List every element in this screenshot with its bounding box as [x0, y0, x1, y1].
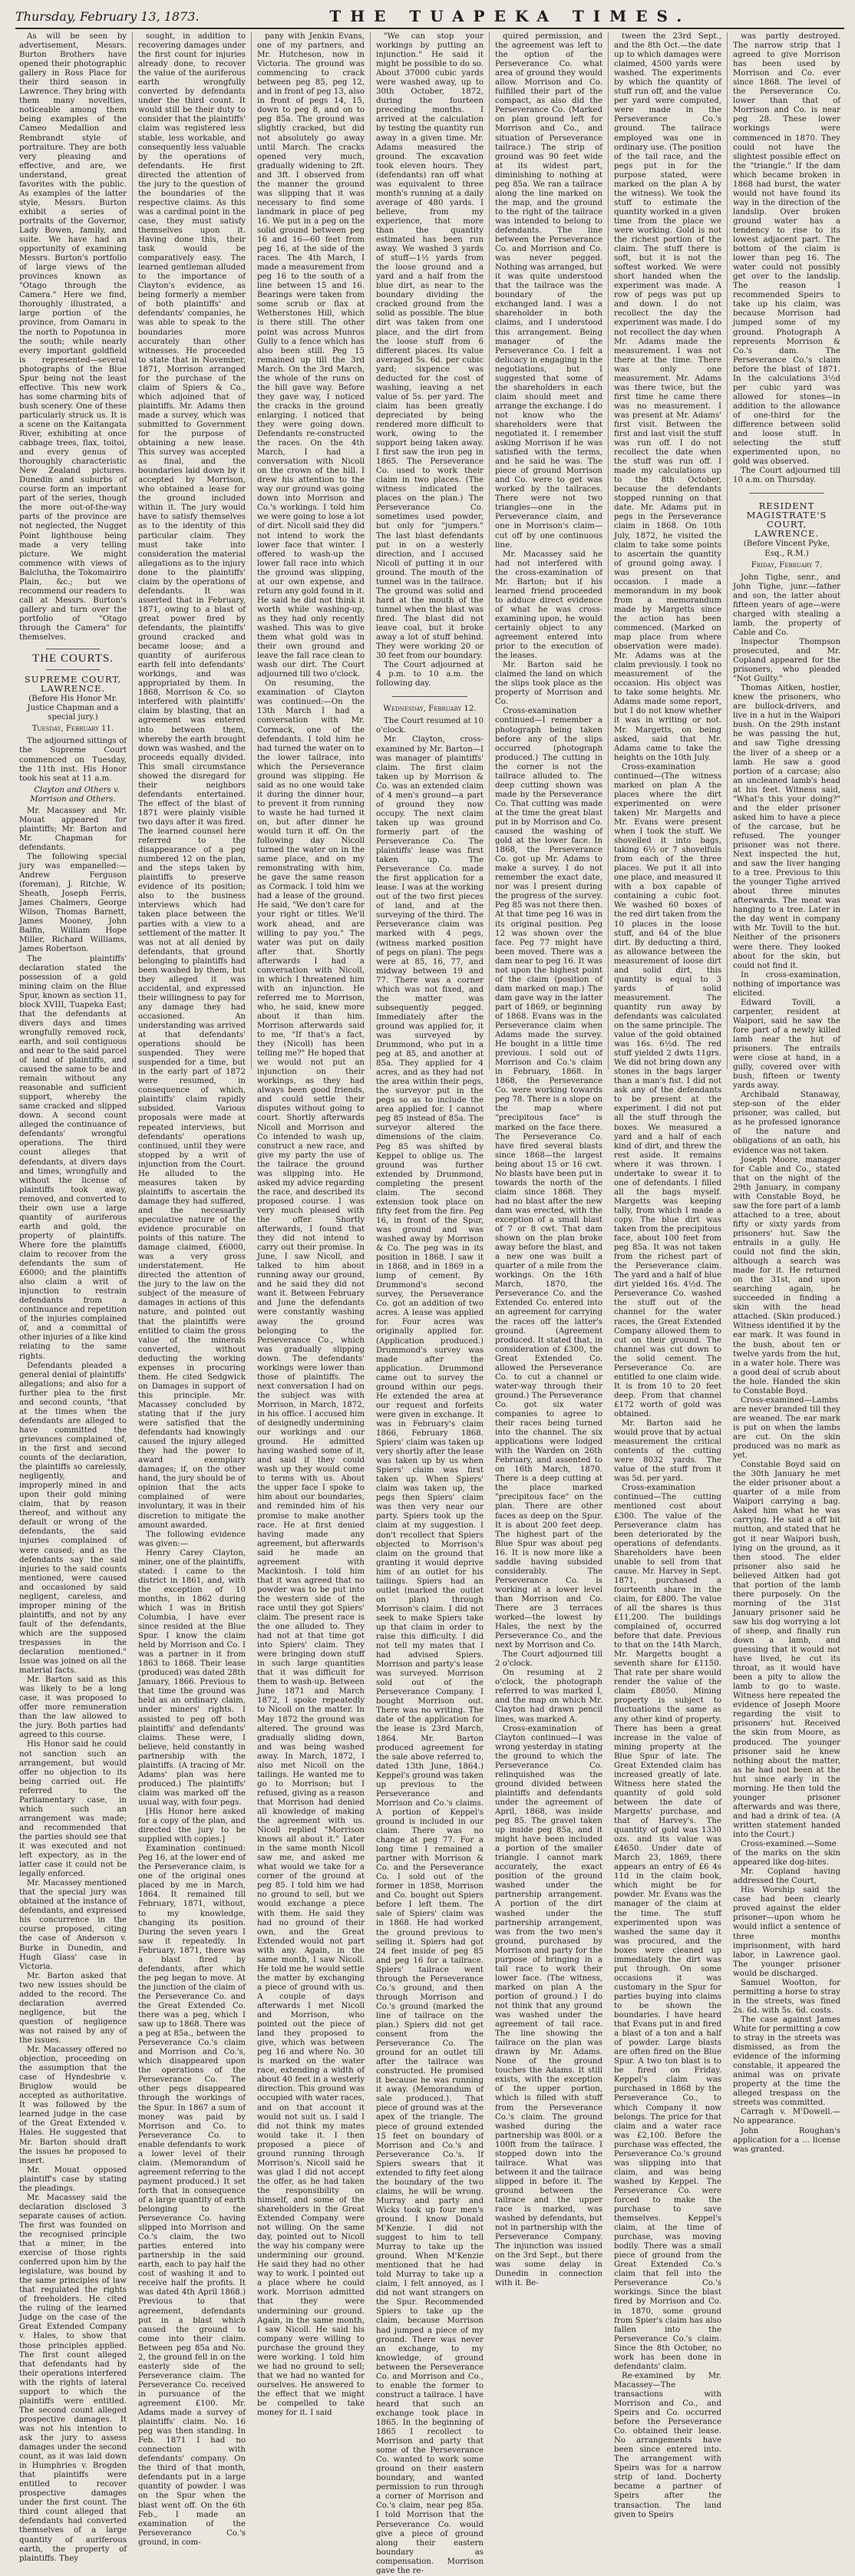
paragraph: Cross-examination continued—(The witness marked on plan A the places where the dirt experimented on were taken) Mr. Margetts and Mr. Evans were present when I took the stuff. We shovelled it into bags, taking 6½ or 7 shovelfuls from each of the three places. We put it all into one place, and measured it with a box capable of containing a cubic foot. We washed 60 boxes of the red dirt taken from the 10 places in the loose stuff, and 64 of the blue dirt. By deducting a third, as allowance between the measurement of loose dirt and solid dirt, this quantity is equal to 3 yards of solid measurement. The quantity run away by defendants was calculated on the same principle. The value of the gold obtained was 16s. 6½d. The red stuff yielded 2 dwts 11grs. We did not bring down any stones in the bags larger than a man's fist. I did not ask any of the defendants to be present at the experiment. I did not put all the stuff through the boxes. We measured a yard and a half of each kind of dirt, and threw the rest aside. It remains where it was thrown. I undertake to swear it to one of defendants. I filled all the bags myself. Margetts was keeping tally, from which I made a copy. The blue dirt was taken from the precipitous face, about 100 feet from peg 85a. It was not taken from the richest part of the Perseverance claim. The yard and a half of blue dirt yielded 16s. 4½d. The Perseverance Co. washed the stuff out of the channel for the water races, the Great Extended Company allowed them to cut on their ground. The channel was cut down to the solid cement. The Perseverance Co. are entitled to one claim wide. It is from 10 to 20 feet deep. From that channel £172 worth of gold was obtained. [614, 762, 721, 1418]
paragraph: Cross-examination continued—The cutting mentioned cost about £300. The value of the Perseverance claim has been deteriorated by the operations of defendants. Shareholders have been unable to sell from that cause. Mr. Harvey in Sept. 1871, purchased a fourteenth share in the claim, for £800. The value of all the shares is thus £11,200. The buildings complained of, occurred before that date. Previous to that on the 14th March, Mr. Margetts bought a seventh share for £1150. That rate per share would render the value of the claim £8050. Mining property is subject to fluctuations the same as any other kind of property. There has been a great increase in the value of mining property at the Blue Spur of late. The Great Extended claim has increased greatly of late. Witness here stated the quantity of gold sold between the date of Margetts' purchase, and that of Harvey's. The quantity of gold was 1330 ozs. and its value was £4650. Under date of March 23, 1869, there appears an entry of £6 4s 11d in the claim book, which might be for powder. Mr. Evans was the manager of the claim at the time. The stuff experimented upon was washed the same day it was procured, and the boxes were cleaned up immediately the dirt was put through. On some occasions it was customary in the Spur for parties buying into claims to be shown the boundaries. I have heard that Evans put in and fired a blast of a ton and a half of powder. Large blasts are often fired on the Blue Spur. A two ton blast is to be fired on Friday. Keppel's claim was purchased in 1868 by the Perseverance Co., to which Company it now belongs. The price for that claim and a water race was £2,100. Before the purchase was effected, the Perseverance Co.'s ground was slipping into that claim, and was being washed by Keppel. The Perseverance Co. were forced to make the purchase to save themselves. Keppel's claim, at the time of purchase, was moving bodily. There was a small piece of ground from the Great Extended Co.'s claim that fell into the Perseverance Co.'s workings. Since the blast fired by Morrison and Co. in 1870, some ground from Spier's claim has also fallen into the Perseverance Co.'s claim. Since the 8th October, no work has been done in defendants' claim. [614, 1484, 721, 2371]
column-6 [609, 32, 728, 2519]
newspaper-title: THE TUAPEKA TIMES. [329, 7, 692, 25]
paragraph: On resuming, the examination of Clayton was continued:—On the 13th March I had a conversation with Mr. Cormack, one of the defendants. I told him he had turned the water on to the lower tailrace, into which the Perseverance ground was slipping. He said as no one would take it during the dinner hour, to prevent it from running to waste he had turned it on, but after dinner he would turn it off. On the following day Nicoll turned the water on in the same place, and on my remonstrating with him, he gave the same reason as Cormack. I told him we had a lease of the ground. He said, "We don't care for your right or titles. We'll work ahead, and are willing to pay you." The water was put on daily after that. Shortly afterwards I had a conversation with Nicoll, in which I threatened him with an injunction. He referred me to Morrison, who, he said, knew more about it than him. Morrison afterwards said to me, "If that's a fact, they (Nicoll) has been telling me?" He hoped that we would not put an injunction on their workings, as they had always been good friends, and could settle their disputes without going to court. Shortly afterwards Nicoll and Morrison and Co intended to wash up, construct a new race, and give my party the use of the tailrace the ground was slipping into. He asked my advice regarding the race, and described its proposed course. I was very much pleased with the offer. Shortly afterwards, I found that they did not intend to carry out their promise. In June, I saw Nicoll, and talked to him about running away our ground, and he said they did not want it. Between February and June the defendants were constantly washing away the ground belonging to the Perseverance Co., which was gradually slipping down. The defendants' workings were lower than those of plaintiffs. The next conversation I had on the subject was with Morrison, in March, 1872, in his office. I accused him of designedly undermining our workings and our ground. He admitted having washed some of it, and said if they could wash up they would come to terms with us. About the upper face I spoke to him about our boundaries, and reminded him of his promise to make another race. He at first denied having made any agreement, but afterwards said he made an agreement with Mackintosh. I told him that it was agreed that no powder was to be put into the western side of the race until they got Spiers' claim. The present race is the one alluded to. They had not at that time got into Spiers' claim. They were bringing down stuff in such large quantities that it was difficult for them to wash-up. Between June 1871 and March 1872, I spoke repeatedly to Nicoll on the matter. In May 1872 the ground was altered. The ground was gradually sliding down, and was being washed away. In March, 1872, I also met Nicoll on the tailings. He wanted me to go to Morrison; but I refused, giving as a reason that Morrison had denied all knowledge of making the agreement with us. Nicoll replied "Morrison knows all about it." Later in the same month Nicoll saw me, and asked me what would we take for a corner of the ground at peg 85. I told him we had no ground to sell, but we would exchange a piece with them. He said they had no ground of their own, and the Great Extended would not part with any. Again, in the same month, I saw Nicoll. He told me he would settle the matter by exchanging a piece of ground with us. A couple of days afterwards I met Nicoll and Morrison, who pointed out the piece of land they proposed to give, which was between peg 16 and where No. 30 is marked on the water race, extending a width of about 40 feet in a westerly direction. This ground was occupied with water races, and on that account it would not suit us. I said I did not think my mates would take it. I then proposed a piece of ground running through Morrison's. Nicoll said he was glad I did not accept the offer, as he had taken the responsibility on himself, and some of the shareholders in the Great Extended Company were not willing. On the same day, pointed out to Nicoll the way his company were undermining our ground. He said they had no other way to work. I pointed out a place where he could work. Morrison admitted that they were undermining our ground. Again, in the same month, I saw Nicoll. He said his company were willing to purchase the ground they were working. I told him we had no ground to sell; that we had no wanted for ourselves. He answered to the effect that we might be compelled to take money for it. I said [257, 679, 365, 2418]
paragraph: The Court resumed at 10 o'clock. [376, 717, 484, 735]
paragraph: tween the 23rd Sept., and the 8th Oct.—the date up to which damages were claimed, 4500 yards were washed. The experiments by which the quantity of stuff run off, and the value per yard were computed, were made in the Perseverance Co.'s ground. The tailrace employed was one in ordinary use. (The position of the tail race, and the pegs put in for the purpose stated, were marked on the plan A by the witness). We took the stuff to estimate the quantity worked in a given time from the place we were working. Gold is not the richest portion of the claim. The stuff there is soft, but it is not the softest worked. We were short handed when the experiment was made. A row of pegs was put up and down. I do not recollect the day the experiment was made. I do not recollect the day when Mr. Adams made the measurement. I was not there at the time. There was only one measurement. Mr. Adams was there twice, but the first time he came there was no measurement. I was present at Mr. Adams' first visit. Between the first and last visit the stuff was run off. I do not recollect the date when the stuff was run off. I made my calculations up to the 8th October, because the defendants stopped running on that date. Mr. Adams put in pegs in the Perseverance claim in 1868. On 10th July, 1872, he visited the claim to take some points to ascertain the quantity of ground going away. I was present on that occasion. I made a memorandum in my book from a memorandum made by Margetts since the action has been commenced. (Marked on map place from where observation were made). Mr. Adams was at the claim previously. I took no measurement of the occasion. His object was to take some heights. Mr. Adams made some report, but I do not know whether it was in writing or not. Mr. Margetts, on being asked, said that Mr. Adams came to take the heights on the 10th July. [614, 32, 721, 762]
paragraph: [His Honor here asked for a copy of the plan, and directed the jury to be supplied with copies.] [138, 1808, 246, 1844]
paragraph: Constable Boyd said on the 30th January he met the elder prisoner about a quarter of a mile from Waipori carrying a bag. Asked him what he was carrying. He said a off bit mutton, and stated that he got it near Waipori bush, lying on the ground, as it then stood. The elder prisoner also said he believed Aitken had got that portion of the lamb there purposely. On the morning of the 31st January prisoner said he saw his dog worrying a lot of sheep, and finally run down a lamb, and guessing that it would not have lived, he cut its throat, as it would have been a pity to allow the lamb to go to waste. Witness here repeated the evidence of Joseph Moore regarding the visit to prisoners' hut. Received the skin from Moore, as produced. The younger prisoner said he knew nothing about the matter, as he had not been at the hut since early in the morning. He then told the younger prisoner afterwards and was there, and had a drink of tea. (A written statement handed into the Court.) [733, 1461, 840, 1839]
paragraph: Examination continued: Peg 16, at the lower end of the Perseverance claim, is one of the original ones placed by me in March, 1864. It remained till February, 1871, without, to my knowledge, changing its position. During the seven years I saw it repeatedly. In February, 1871, there was a blast fired by defendants, after which the peg began to move. At the junction of the claim of the Perseverance Co. and the Great Extended Co. there was a peg, which I saw up to 1868. There was a peg at 85a., between the Perseverance Co.'s claim and Morrison and Co.'s, which disappeared upon the operations of the Perseverance Co. The other pegs disappeared through the workings of the Spur. In 1867 a sum of money was paid by Morrison and Co. to Perseverance Co. to enable defendants to work a lower level of their claim. (Memorandum of agreement referring to the payment produced.) It set forth that in consequence of a large quantity of earth belonging to the Perseverance Co. having slipped into Morrison and Co.'s claim, the two parties entered into partnership in the said earth, each to pay half the cost of washing it and to receive half the profits. It was dated 4th April 1868.) Previous to that agreement, defendants put in a blast which caused the ground to come into their claim. Between peg 85a and No. 2, the ground fell in on the easterly side of the Perseverance claim. The Perseverance Co. received in pursuance of the agreement £100. Mr. Adams made a survey of plaintiffs' claim. No. 16 peg was then standing. In Feb. 1871 I had no connection with defendants' company. On the third of that month, defendants put in a large quantity of powder. I was on the Spur when the blast went off. On the 6th Feb., I made an examination of the Perseverance Co.'s ground, in com- [138, 1844, 246, 2547]
court-dateline: Friday, February 7. [751, 560, 823, 570]
paragraph: Samuel Wootton, for permitting a horse to stray in the streets, was fined 2s. 6d. with 5s. 6d. costs. [733, 1978, 840, 2015]
paragraph: The Court adjourned till 10 a.m. on Thursday. [733, 467, 840, 485]
paragraph: Cross-examination continued—I remember a photograph being taken before any of the slips occurred (photograph produced.) The cutting in the corner is not the tailrace alluded to. The deep cutting shown was made by the Perseverance Co. That cutting was made at the time the great blast put in by Morrison and Co. caused the washing of gold at the lower face. In 1868, the Perseverance Co. got up Mr. Adams to make a survey. I do not remember the exact date, nor was I present during the progress of the survey. Peg 85 was not there then. At that time peg 16 was in its original position. Peg 12 was shown over the face. Peg 77 might have been moved. There was a dam near to peg 16. It was not upon the highest point of the claim (position of dam marked on map.) The dam gave way in the latter part of 1869, or beginning of 1868. Evans was in the Perseverance claim when Adams made the survey. He bought in a little time previous. I sold out of Morrison and Co.'s claim in February, 1868. In 1868, the Perseverance Co. were working towards peg 78. There is a slope on the map where "precipitous face" is marked on the face there. The Perseverance Co. have fired several blasts since 1868—the largest being about 15 or 16 cwt. No blasts have been put in towards the north of the claim since 1868. They had no blast after the new dam was erected, with the exception of a small blast of 7 or 8 cwt. That dam shown on the plan broke away before the blast, and a new one was built a quarter of a mile from the workings. On the 16th March, 1870, the Perseverance Co. and the Extended Co. entered into an agreement for carrying the races off the latter's ground. (Agreement produced. It stated that, in consideration of £300, the Great Extended Co. allowed the Perseverance Co. to cut a channel or water-way through their ground.) The Perseverance Co. got six water companies to agree to their races being turned into the channel. The six applications were lodged with the Warden on 26th February, and assented to on 16th March, 1870. There is a deep cutting at the place marked "precipitous face" on the plan. There are other faces as deep on the Spur. It is about 200 feet deep. The highest part of the Blue Spur was about peg 16. It is now more like a saddle having subsided considerably. The Perseverance Co. is working at a lower level than Morrison and Co. There are 3 terraces worked—the lowest by Hales, the next by the Perseverance Co., and the next by Morrison and Co. [495, 707, 602, 1650]
divider [392, 696, 467, 697]
paragraph: sought, in addition to recovering damages under the first count for injuries already done, to recover the value of the auriferous earth wrongfully converted by defendants under the third count. It would still be their duty to consider that the plaintiffs' claim was registered less stable, less workable, and consequently less valuable by the operations of defendants. He first directed the attention of the jury to the question of the boundaries of the respective claims. As this was a cardinal point in the case, they must satisfy themselves upon it. Having done this, their task would be comparatively easy. The learned gentleman alluded to the importance of Clayton's evidence, as being formerly a member of both plaintiffs' and defendants' companies, he was able to speak to the boundaries more accurately than other witnesses. He proceeded to state that in November, 1871, Morrison arranged for the purchase of the claim of Spiers & Co., which adjoined that of plaintiffs. Mr. Adams then made a survey, which was submitted to Government for the purpose of obtaining a new lease. This survey was accepted as final, and the boundaries laid down by it accepted by Morrison, who obtained a lease for the ground included within it. The jury would have to satisfy themselves as to the identity of this particular claim. They must take into consideration the material allegations as to the injury done to the plaintiffs' claim by the operations of defendants. It was asserted that in February, 1871, owing to a blast of great power fired by defendants, the plaintiffs' ground cracked and became loose; and a quantity of auriferous earth fell into defendants' workings, and was appropriated by them. In 1868, Morrison & Co. so interfered with plaintiffs' claim by blasting, that an agreement was entered into between them, whereby the earth brought down was washed, and the proceeds equally divided. This small circumstance showed the disregard for their neighbors defendants entertained. The effect of the blast of 1871 were plainly visible two days after it was fired. The learned counsel here referred to the disappearance of a peg numbered 12 on the plan, and the steps taken by plaintiffs to preserve evidence of its position; also to the business interviews which had taken place between the parties with a view to a settlement of the matter. It was not at all denied by defendants, that ground belonging to plaintiffs had been washed by them, but they alleged it was accidental, and expressed their willingness to pay for any damage they had occasioned. An understanding was arrived at that defendants' operations should be suspended. They were suspended for a time, but in the early part of 1872 were resumed, in consequence of which, plaintiffs' claim rapidly subsided. Various proposals were made at repeated interviews, but defendants' operations continued, until they were stopped by a writ of injunction from the Court. He alluded to the measures taken by plaintiffs to ascertain the damage they had suffered, and the necessarily speculative nature of the evidence procurable on points of this nature. The damage claimed, £6000, was a very gross understatement. He directed the attention of the jury to the law on the subject of the measure of damages in actions of this nature, and pointed out that the plaintiffs were entitled to claim the gross value of the minerals converted, without deducting the working expenses in procuring them. He cited Sedgwick on Damages in support of this principle. Mr. Macassey concluded by stating that if the jury were satisfied that the defendants had knowingly caused the injury alleged they had the power to award exemplary damages; if, on the other hand, the jury should be of opinion that the acts complained of were involuntary, it was in their discretion to mitigate the amount awarded. [138, 32, 246, 1530]
paragraph: Mr. Mouat opposed plaintiff's case by stating the pleadings. [19, 2165, 127, 2193]
paragraph: pany with Jenkin Evans, one of my partners, and Mr. Hutcheson, now in Victoria. The ground was commencing to crack between peg 85, peg 12, and in front of peg 13, also in front of pegs 14, 15, down to peg 8, and on to peg 85a. The ground was slightly cracked, but did not absolutely go away until March. The cracks opened very much, gradually widening to 2ft. and 3ft. I observed from the manner the ground was slipping that it was necessary to find some landmark in place of peg 16. We put in a peg on the solid ground between peg 16 and 16—60 feet from peg 16, at the side of the races. The 4th March, I made a measurement from peg 16 to the south of a line between 15 and 16. Bearings were taken from some scrub or flax at Wetherstones Hill, which is there still. The other point was across Munros Gully to a fence which has also been still. Peg 15 remained up till the 3rd March. On the 3rd March, the whole of the runs on the hill gave way. Before they gave way, I noticed the cracks in the ground enlarging. I noticed that they were going down. Defendants re-constructed the races. On the 4th March, I had a conversation with Nicoll on the crown of the hill. I drew his attention to the way our ground was going down into Morrison and Co.'s workings. I told him we were going to lose a lot of dirt. Nicoll said they did not intend to work the lower face that winter. I offered to wash-up the lower fall race into which the ground was slipping, at our own expense, and return any gold found in it. He said he did not think it worth while washing-up, as they had only recently washed. This was to give them what gold was in their own ground and leave the fall race clean to wash our dirt. The Court adjourned till two o'clock. [257, 32, 365, 679]
paragraph: Cross-examination of Clayton continued—I was wrong yesterday in stating the ground to which the Perseverance Co. relinquished was the ground divided between plaintiffs and defendants under the agreement of April, 1868, was inside peg 85. The gravel taken up inside peg 85a, and it might have been included a portion of the smaller triangle. I cannot mark accurately, the exact position of the ground washed under the partnership arrangement. A portion of the dirt washed under the partnership arrangement, was from the two men's ground, purchased by Morrison and party for the purpose of bringing in a tail race to work their lower face. (The witness, marked on plan A the portion of ground.) I do not think that any ground was washed under the agreement of tail race. The line showing the tailrace on the plan was drawn by Mr. Adams. None of the ground touches the Adams. It still exists, with the exception of the upper portion, which is filled with stuff from the Perseverance Co.'s claim. The ground washed during the partnership was 800l. or a 100ft from the tailrace. I stopped down into the tailrace. What was between it and the tailrace slipped in before it. The ground between the tailrace and the upper race is marked, was washed by defendants, but not in partnership with the Perseverance Company. The injunction was issued on the 3rd Sept., but there was some delay in Dunedin in connection with it. Be- [495, 1724, 602, 2288]
paragraph: The Court adjourned at 4 p.m. to 10 a.m. the following day. [376, 661, 484, 689]
paragraph: "We can stop your workings by putting an injunction." He said it might be possible to do so. About 37000 cubic yards were washed away, up to 30th October, 1872, during the fourteen preceding months. I arrived at the calculation by testing the quantity run away in a given time. Mr. Adams measured the ground. The excavation took eleven hours. They (defendants) ran off what was equivalent to three month's running at a daily average of 480 yards. I believe, from my experience, that more than the quantity estimated has been run away. We washed 3 yards of stuff—1½ yards from the loose ground and a yard and a half from the blue dirt, as near to the boundary dividing the cracked ground from the solid as possible. The blue dirt was taken from one place, and the dirt from the loose stuff from 6 different places. Its value averaged 5s. 6d. per cubic yard; sixpence was deducted for the cost of washing, leaving a net value of 5s. per yard. The claim has been greatly depreciated by being rendered more difficult to work, owing to the support being taken away. I first saw the iron peg in 1865. The Perseverance Co. used to work their claim in two places. (The witness indicated the places on the plan.) The Perseverance Co. sometimes used powder, but only for "jumpers." The last blast defendants put in on a westerly direction, and I accused Nicoll of putting it in our ground. The mouth of the tunnel was in the tailrace. The ground was solid and hard at the mouth of the tunnel when the blast was fired. The blast did not leave coal, but it broke away a lot of stuff behind. They were working 20 or 30 feet from our boundary. [376, 32, 484, 661]
paragraph: quired permission, and the agreement was left to the option of the Perseverance Co. what area of ground they would allow. Morrison and Co. fulfilled their part of the compact, as also did the Perseverance Co. (Marked on plan ground left for Morrison and Co., and situation of Perseverance tailrace.) The strip of ground was 90 feet wide at its widest part, diminishing to nothing at peg 85a. We ran a tailrace along the line marked on the map, and the ground to the right of the tailrace was intended to belong to defendants. The line between the Perseverance Co. and Morrison and Co. was never pegged. Nothing was arranged, but it was quite understood that the tailrace was the boundary of the exchanged land. I was a shareholder in both claims, and I understood this arrangement. Being manager of the Perseverance Co. I felt a delicacy in engaging in the negotiations, but I suggested that some of the shareholders in each claim should meet and arrange the exchange. I do not know who the shareholders were that negotiated it. I remember asking Morrison if he was satisfied with the terms, and he said he was. The piece of ground Morrison and Co. were to get was worked by the tailraces. There were not two triangles—one in the Perseverance claim, and one in Morrison's claim—cut off by one continuous line. [495, 32, 602, 550]
paragraph: Cross-examined—Lambs are never branded till they are weaned. The ear mark is put on when the lambs are cut. On the skin produced was no mark as yet. [733, 1395, 840, 1461]
divider [46, 669, 100, 670]
article-columns [14, 32, 846, 2575]
paragraph: In cross-examination, nothing of importance was elicited. [733, 970, 840, 998]
paragraph: Mr. Macassey and Mr. Mouat appeared for plaintiffs; Mr. Barton and Mr. Chapman for defendants. [19, 806, 127, 852]
paragraph: His Honor said he could not sanction such an arrangement, but would offer no objection to its being carried out. He referred to the Parliamentary case, in which such an arrangement was made; and recommended that the parties should see that it was executed and not left expectory, as in the latter case it could not be legally enforced. [19, 1740, 127, 1879]
divider [749, 493, 824, 494]
paragraph: John Roughan's application for a ... license was granted. [733, 2126, 840, 2154]
paragraph: The following special jury was empanelled:—Andrew Ferguson (foreman), J. Ritchie, W. Sheath, Joseph Ferris, James Chalmers, George Wilson, Thomas Barnett, James Mooney, John Balfin, William Hope Miller, Richard Williams, James Robertson. [19, 852, 127, 954]
court-dateline: Tuesday, February 11. [31, 725, 114, 734]
paragraph: Inspector Thompson prosecuted, and Mr. Copland appeared for the prisoners, who pleaded "Not Guilty." [733, 637, 840, 684]
paragraph: Mr. Barton said he claimed the land on which the slips took place as the property of Morrison and Co. [495, 661, 602, 707]
paragraph: John Tighe, senr., and John Tighe, junr.—father and son, the latter about fifteen years of age—were charged with stealing a lamb, the property of Cable and Co. [733, 573, 840, 637]
paragraph: Mr. Macassey mentioned that the special jury was obtained at the instance of defendants, and expressed his concurrence in the course proposed, citing the case of Anderson v. Burke in Dunedin, and Hugh Glass' case in Victoria. [19, 1879, 127, 1971]
column-3 [252, 32, 371, 2418]
paragraph: On resuming at 2 o'clock, the photograph referred to was marked I, and the map on which Mr. Clayton had drawn pencil lines, was marked A. [495, 1669, 602, 1724]
paragraph: Joseph Moore, manager for Cable and Co., stated that on the night of the 29th January, in company with Constable Boyd, he saw the fore part of a lamb attached to a tree, about fifty or sixty yards from prisoners' hut. Saw the entrails in a gully. He could not find the skin, although a search was made for it. He returned on the 31st, and upon searching again, he succeeded in finding a skin with the head attached. (Skin produced.) Witness identified it by the ear mark. It was found in the bush, about ten or twelve yards from the hut, in a water hole. There was a good deal of scrub about the hole. Handed the skin to Constable Boyd. [733, 1155, 840, 1395]
paragraph: Mr. Copland having addressed the Court, [733, 1868, 840, 1886]
paragraph: was partly destroyed. The narrow strip that I agreed to give Morrison has been used by Morrison and Co. ever since 1868. The level of the Perseverance Co. lower than that of Morrison and Co. is near peg 28. These lower workings were commenced in 1870. They could not have the slightest possible effect on the "triangle." If the dam which became broken in 1868 had burst, the water would not have found its way in the direction of the landslip. Over broken ground water has a tendency to rise to its lowest adjacent part. The bottom of the claim is lower than peg 16. The water could not possibly get over to the landslip. The reason I recommended Speirs to take up his claim, was because Morrison had jumped some of my ground. Photograph A represents Morrison & Co.'s dam. The Perseverance Co.'s claim before the blast of 1871. In the calculations 3½d per cubic yard was allowed for stones—in addition to the allowance of one-third for the difference between solid and loose stuff. In selecting the stuff experimented upon, no gold was observed. [733, 32, 840, 467]
column-1 [14, 32, 133, 2563]
paragraph: Mr. Macassey offered no objection, proceeding on the assumption that the case of Hyndesbrie v. Bruglow would be accepted as authoritative. It was followed by the learned judge in the case of the Great Extended v. Hales. He suggested that Mr. Barton should draft the issues he proposed to insert. [19, 2046, 127, 2165]
paragraph: Mr. Barton said he would prove that by actual measurement the critical contents of the cutting were 8032 yards. The value of the stuff from it was 5d. per yard. [614, 1419, 721, 1484]
paragraph: Archibald Stanaway, step-son of the elder prisoner, was called, but as he professed ignorance of the nature and obligations of an oath, his evidence was not taken. [733, 1091, 840, 1155]
paragraph: Defendants pleaded a general denial of plaintiffs' allegations; and also for a further plea to the first and second counts, "that at the times when the defendants are alleged to have committed the grievances complained of, in the first and second counts of the declaration, the plaintiffs so carelessly, negligently, and improperly mined in and upon their gold mining claim, that by reason thereof, and without any default or wrong of the defendants, the said injuries complained of were caused; and as the defendants say the said injuries to the said counts mentioned, were caused and occasioned by said negligent, careless, and improper mining of the plaintiffs, and not by any fault of the defendants, which are the supposed trespasses in the declaration mentioned." Issue was joined on all the material facts. [19, 1361, 127, 1676]
paragraph: Re-examined by Mr. Macassey—The transactions with Morrison and Co., and Speirs and Co. occurred before the Perseverance Co. obtained their lease. No arrangements have been since entered into. The arrangement with Speirs was for a narrow strip of land. Docherty became a partner of Speirs after the transaction. The land given to Speirs [614, 2371, 721, 2519]
paragraph: Mr. Barton asked that two new issues should be added to the record. The declaration averred negligence, but the question of negligence was not raised by any of the issues. [19, 1971, 127, 2045]
paragraph: Mr. Barton said as this was likely to be a long case, it was proposed to offer more remuneration than the law allowed to the jury. Both parties had agreed to this course. [19, 1676, 127, 1740]
supreme-court-heading: SUPREME COURT, LAWRENCE. [24, 674, 122, 695]
paragraph: Mr. Macassey said he had not interfered with the cross-examination of Mr. Barton; but if his learned friend proceeded to adduce direct evidence of what he was cross-examining upon, he would certainly object to any agreement entered into prior to the execution of the leases. [495, 550, 602, 661]
column-5 [490, 32, 609, 2288]
column-2 [133, 32, 252, 2547]
paragraph: Mr. Macassey said the declaration disclosed 3 separate causes of action. The first was founded on the recognised principle that a miner, in the exercise of those rights conferred upon him by the legislature, was bound by the same principles of law that regulated the rights of freeholders. He cited the ruling of the learned Judge on the case of the Great Extended Company v. Hales, to show that those principles applied. The first count alleged that defendants had by their operations interfered with the rights of lateral support to which the plaintiffs were entitled. The second count alleged prospective damages. It was not his intention to ask the jury to assess damages under the second count, as it was laid down in Humphries v. Brogden that plaintiffs were entitled to recover prospective damages under the first count. The third count alleged that defendants had converted themselves of a large quantity of auriferous earth, the property of plaintiffs. They [19, 2193, 127, 2563]
paragraph: Henry Carey Clayton, miner, one of the plaintiffs, stated: I came to the district in 1861, and, with the exception of 10 months, in 1862 during which I was in British Columbia, I have ever since resided at the Blue Spur. I know the claim held by Morrison and Co. I was a partner in it from 1863 to 1868. Their lease (produced) was dated 28th January, 1866. Previous to that time the ground was held as an ordinary claim, under miners' rights. I assisted to peg off both plaintiffs' and defendants' claims. These were, I believe, held constantly in partnership with the plaintiffs. (A tracing of Mr. Adams' plan was here produced.) The plaintiffs' claim was marked off the usual way, with four pegs. [138, 1548, 246, 1807]
column-7 [728, 32, 846, 2154]
issue-date: Thursday, February 13, 1873. [15, 8, 200, 24]
case-title: Clayton and Others v. Morrison and Others. [30, 785, 120, 804]
masthead [15, 5, 844, 29]
courts-heading: THE COURTS. [32, 652, 114, 665]
paragraph: The following evidence was given:— [138, 1530, 246, 1548]
paragraph: His Worship said the case had been clearly proved against the elder prisoner—upon whom he would inflict a sentence of three months imprisonment, with hard labor, in Lawrence gaol. The younger prisoner would be discharged. [733, 1886, 840, 1978]
paragraph: Edward Tovill, a carpenter, resident at Waipori, said he saw the fore part of a newly killed lamb near the hut of prisoners. The entrails were close at hand, in a gully, covered over with bush, fifteen or twenty yards away. [733, 998, 840, 1091]
paragraph: Cross-examined.—Some of the marks on the skin appeared like dog-bites. [733, 1840, 840, 1868]
paragraph: The adjourned sittings of the Supreme Court commenced on Tuesday, the 11th inst. His Honor took his seat at 11 a.m. [19, 737, 127, 783]
paragraph: Mr. Clayton, cross-examined by Mr. Barton—I was manager of plaintiffs' claim. The first claim taken up by Morrison & Co. was an extended claim of 4 men's ground—a part of ground they now occupy. The next claim taken up was ground formerly part of the Perseverance Co. The plaintiffs' lease was first taken up. The Perseverance Co. made the first application for a lease. I was at the working out of the two first pieces of land, and at the surveying of the third. The Perseverance claim was marked with 4 pegs, (witness marked position of pegs on plan). The pegs were at 85, 16, 77, and midway between 19 and 77. There was a corner which was not fixed, and the matter was subsequently pegged. Immediately after the ground was applied for, it was surveyed by Drummond, who put in a peg at 85, and another at 85a. They applied for 4 acres, and as they had not the area within their pegs, the surveyor put in the pegs so as to include the area applied for. I cannot peg 85 instead of 85a. The surveyor altered the dimensions of the claim. Peg 85 was shifted by Keppel to oblige us. The ground was further extended by Drummond, completing the present claim. The second extension took place on fifty feet from the fire. Peg 16, in front of the Spur, was ground and was washed away by Morrison & Co. The peg was in its position in 1868. I saw it in 1868, and in 1869 in a lump of cement. By Drummond's second survey, the Perseverance Co. got an addition of two acres. A lease was applied for. Four acres was originally applied for. (Application produced.) Drummond's survey was made after the application. Drummond came out to survey the ground within our pegs. He extended the area at our request and forfeits were given in exchange. It was in February's claim 1866, February 1868. Spiers' claim was taken up very shortly after the lease was taken up by us when Spiers' claim was first taken up. When Spiers' claim was taken up, the pegs then Spiers' claim was then very near our party. Spiers took up the claim at my suggestion. I don't recollect that Spiers objected to Morrison's claim on the ground that granting it would deprive him of an outlet for his tailings. Spiers had an outlet (marked the outlet on plan) through Morrison's claim. I did not seek to make Spiers take up that claim in order to raise this difficulty. I did not tell my mates that I had advised Spiers. Morrison and party's lease was surveyed. Morrison sold out of the Perseverance Company. I bought Morrison out. There was no writing. The date of the application for the lease is 23rd March, 1864. Mr. Barton produced agreement for the sale above referred to, dated 13th June, 1864.) Keppel's ground was taken up previous to the Perseverance and Morrison and Co.'s claims. A portion of Keppel's ground is included in our claim. There was no change at peg 77. For a long time I remained a partner with Morrison & Co. and the Perseverance Co. I sold out of the former in 1858, Morrison and Co. bought out Spiers before I left them. The sale of Spiers' claim was in 1868. He had worked the ground previous to selling it. Spiers had got 24 feet inside of peg 85 and peg 16 for a tailrace. Spiers' tailrace went through the Perseverance Co.'s ground, and then through Morrison and Co.'s ground (marked the line of tailrace on the plan.) Spiers did not get consent from the Perseverance Co. The ground for an outlet till after the tailrace was constructed. He promised it because he was running it away. (Memorandum of sale produced.). That piece of ground was at the apex of the triangle. The piece of ground extended 15 feet on boundary of Morrison and Co.'s and Perseverance Co.'s. If Spiers swears that it extended to fifty feet along the boundary of the two claims, he will be wrong. Murray and party and Wicks took up four men's ground. I know Donald M'Kenzie. I did not suggest to him to tell Murray to take up the ground. When M'Kenzie mentioned that he had told Murray to take up a claim, I felt annoyed, as I did not want strangers on the Spur. Recommended Spiers to take up the claim, because Morrison had jumped a piece of my ground. There was never an exchange, to my knowledge, of ground between the Perseverance Co. and Morrison and Co., to enable the former to construct a tailrace. I have heard that such an exchange took place in 1865. In the beginning of 1865 I recollect to Morrison and party that some of the Perseverance Co. wanted to work some ground on their eastern boundary, and wanted permission to run through a corner of Morrison and Co.'s claim, near peg 85a. I told Morrison that the Perseverance Co. would give a piece of ground along their eastern boundary as compensation. Morrison gave the re- [376, 735, 484, 2575]
paragraph: The Court adjourned till 2 o'clock. [495, 1650, 602, 1669]
paragraph: Thomas Aitken, hostler, knew the prisoners, who are bullock-drivers, and live in a hut in the Waipori bush. On the 29th instant he was passing the hut, and saw Tighe dressing the liver of a sheep or a lamb. He saw a good portion of a carcase; also an uncleaned lamb's head at his feet. Witness said, "What's this your doing?" and the elder prisoner asked him to have a piece of the carcase, but he refused. The younger prisoner was not there. Next inspected the hut, and saw the liver hanging to a tree. Previous to this the younger Tighe arrived about three minutes afterwards. The meat was hanging to a tree. Later in the day went in company with Mr. Tovill to the hut. Neither of the prisoners were there. They looked about for the skin, but could not find it. [733, 684, 840, 970]
resident-magistrate-heading: RESIDENT MAGISTRATE'S COURT, LAWRENCE. [746, 500, 827, 540]
court-subheading: (Before Vincent Pyke, Esq., R.M.) [743, 540, 830, 558]
paragraph: Carragh v. M'Dowell.—No appearance. [733, 2108, 840, 2126]
paragraph: The plaintiffs' declaration stated the possession of a gold mining claim on the Blue Spur, known as section 11, block XVIII, Tuapeka East; that the defendants at divers days and times wrongfully removed rock, earth, and soil contiguous and near to the said parcel of land of plaintiffs, and caused the same to be and remain without any reasonable and sufficient support, whereby the same cracked and slipped down. A second count alleged the continuance of defendants' wrongful operations. The third count alleges that defendants, at divers days and times, wrongfully and without the license of plaintiffs took away, removed, and converted to their own use a large quantity of auriferous earth and gold, the property of plaintiffs. Where fore the plaintiffs claim to recover from the defendants the sum of £6000; and the plaintiffs also claim a writ of injunction to restrain defendants from a continuance and repetition of the injuries complained of, and a committal of other injuries of a like kind relating to the same rights. [19, 954, 127, 1361]
court-subheading: (Before His Honor Mr. Justice Chapman and a special jury.) [27, 695, 119, 722]
court-dateline: Wednesday, February 12. [383, 705, 477, 714]
paragraph: The case against James White for permitting a cow to stray in the streets was dismissed, as from the evidence of the informing constable, it appeared the animal was on private property at the time the alleged trespass on the streets was committed. [733, 2015, 840, 2108]
column-4 [371, 32, 490, 2575]
burton-brothers-article: As will be seen by advertisement, Messrs. Burton Brothers have opened their photographic gallery in Ross Place for their third season in Lawrence. They bring with them many novelties, noticeable among them being examples of the Cameo Medallion and Rembrandt style of portraiture. They are both very pleasing and effective, and are, we understand, great favorites with the public. As examples of the latter style, Messrs. Burton exhibit a series of portraits of the Governor, Lady Bowen, family, and suite. We have had an opportunity of examining Messrs. Burton's portfolio of large views of the provinces known as "Otago through the Camera." Here we find, thoroughly illustrated, a large portion of the province, from Oamaru in the north to Popotunoa in the south; while nearly every important goldfield is represented—several photographs of the Blue Spur being not the least effective. This new work has some charming bits of bush scenery. One of these particularly struck us. It is a scene on the Kaitangata River, exhibiting at once cabbage trees, flax, toitoi, and every genus of thoroughly characteristic New Zealand pictures. Dunedin and suburbs of course form an important part of the series, though the more out-of-the-way parts of the province are not neglected, the Nugget Point lighthouse being made a very telling picture. We might commence with views of Balclutha, the Tokomairiro Plain, &c.; but we recommend our readers to call at Messrs. Burton's gallery and turn over the portfolio of "Otago through the Camera" for themselves. [19, 32, 127, 642]
